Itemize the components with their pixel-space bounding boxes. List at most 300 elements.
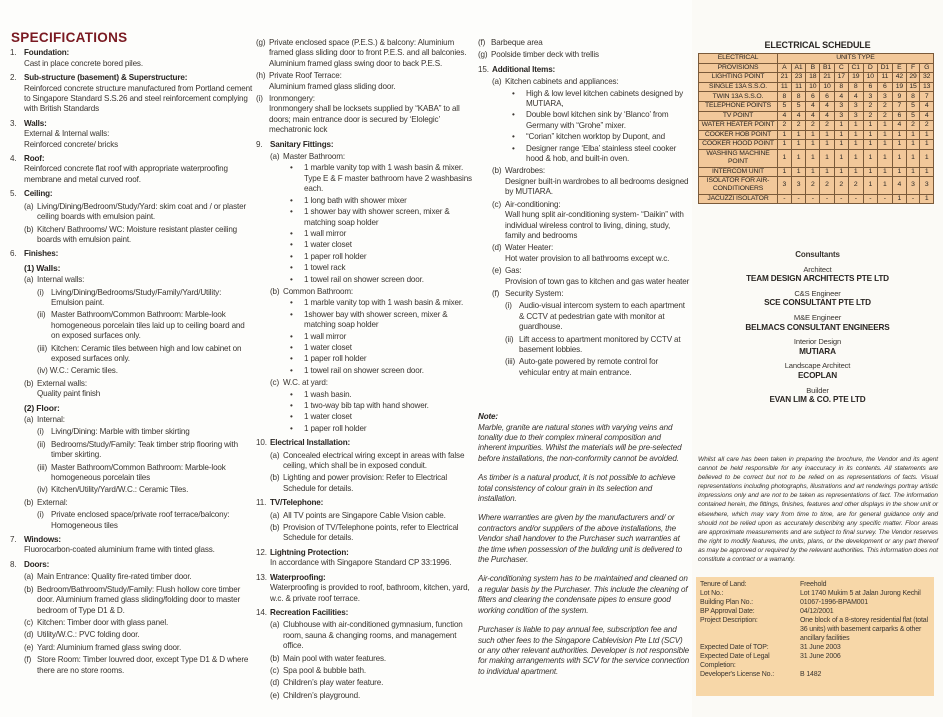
item-text: Kitchen/ Bathrooms/ WC: Moisture resistant plaster ceiling boards with emulsion paint. xyxy=(37,224,238,244)
section-number: 2. xyxy=(10,73,17,83)
bullet-item xyxy=(290,240,474,250)
item-text: Common Bathroom: xyxy=(283,286,354,296)
item-marker: (a) xyxy=(270,620,280,630)
item-text: Air-conditioning: xyxy=(505,199,561,209)
table-cell: 3 xyxy=(834,101,848,111)
sub-item xyxy=(24,225,255,246)
section-text: Reinforced concrete/ bricks xyxy=(24,139,119,149)
unit-type-header: C xyxy=(834,63,848,73)
table-cell: 2 xyxy=(863,111,877,121)
item-text: External walls: xyxy=(37,378,87,388)
table-cell: 1 xyxy=(877,140,892,150)
sub-item xyxy=(270,287,474,297)
item-text: Ironmongery shall be locksets supplied by “KABA” to all doors; main entrance door is secured by ‘Elolegic’ mechatronic lock xyxy=(269,104,460,135)
spec-foundation xyxy=(10,48,255,69)
bullet-item xyxy=(290,310,474,331)
note-heading: Note: xyxy=(478,412,498,422)
table-cell: 2 xyxy=(920,121,934,131)
table-cell: 4 xyxy=(820,101,835,111)
sub-item xyxy=(270,666,474,676)
table-cell: 21 xyxy=(778,73,792,83)
item-text: Living/Dining/Bedroom/Study/Yard: skim coat and / or plaster ceiling boards with emulsion paint. xyxy=(37,201,247,222)
bullet-icon: • xyxy=(290,207,293,217)
table-cell: 1 xyxy=(791,140,806,150)
table-cell: 1 xyxy=(920,194,934,204)
sub-item xyxy=(505,301,690,332)
table-cell: 1 xyxy=(920,167,934,177)
table-cell: 9 xyxy=(893,92,907,102)
section-number: 4. xyxy=(10,154,17,164)
table-cell: 2 xyxy=(806,121,820,131)
item-marker: (f) xyxy=(24,655,32,665)
sub-item xyxy=(492,200,690,242)
subsection-heading: (1) Walls: xyxy=(24,262,61,273)
unit-type-header: D1 xyxy=(877,63,892,73)
unit-type-header: A1 xyxy=(791,63,806,73)
table-cell: 1 xyxy=(820,130,835,140)
table-cell: 42 xyxy=(893,73,907,83)
bullet-text: 1 water closet xyxy=(304,412,352,422)
bullet-icon: • xyxy=(290,251,293,261)
sub-item xyxy=(24,643,255,653)
table-cell: 1 xyxy=(834,130,848,140)
item-text: All TV points are Singapore Cable Vision cable. xyxy=(283,510,446,520)
bullet-item xyxy=(290,163,474,194)
sub-item xyxy=(37,288,255,309)
sub-item xyxy=(492,77,690,87)
header-cell: UNITS TYPE xyxy=(778,54,934,64)
section-heading: Sanitary Fittings: xyxy=(270,139,334,149)
bullet-text: 1 towel rail on shower screen door. xyxy=(304,365,424,375)
table-cell: 4 xyxy=(920,111,934,121)
table-row xyxy=(699,92,934,102)
spec-doors xyxy=(10,560,255,676)
sub-item xyxy=(24,379,255,400)
bullet-text: High & low level kitchen cabinets designed by MUTIARA, xyxy=(526,88,684,109)
table-cell: 10 xyxy=(806,82,820,92)
table-cell: 3 xyxy=(778,177,792,195)
table-cell: 1 xyxy=(893,140,907,150)
bullet-text: 1 paper roll holder xyxy=(304,354,367,364)
bullet-icon: • xyxy=(512,88,515,98)
table-cell: 18 xyxy=(806,73,820,83)
table-row xyxy=(699,167,934,177)
bullet-icon: • xyxy=(290,401,293,410)
table-cell: 1 xyxy=(834,140,848,150)
table-cell: 1 xyxy=(778,130,792,140)
bullet-text: 1 shower bay with shower screen, mixer & matching soap holder xyxy=(304,207,450,227)
table-cell: 1 xyxy=(906,140,920,150)
section-heading: TV/Telephone: xyxy=(270,498,324,508)
table-cell: 2 xyxy=(806,177,820,195)
bullet-item xyxy=(290,263,474,273)
info-value: 04/12/2001 xyxy=(800,608,834,615)
spec-tv-telephone xyxy=(256,498,474,544)
consultant-firm: TEAM DESIGN ARCHITECTS PTE LTD xyxy=(746,274,889,284)
unit-type-header: C1 xyxy=(848,63,863,73)
info-label: Expected Date of TOP: xyxy=(700,644,769,651)
row-label: TELEPHONE POINTS xyxy=(699,101,778,111)
item-marker: (g) xyxy=(478,50,488,60)
section-number: 15. xyxy=(478,64,489,74)
table-cell: - xyxy=(778,194,792,204)
item-marker: (b) xyxy=(24,378,34,388)
unit-type-header: D xyxy=(863,63,877,73)
info-row xyxy=(700,670,930,679)
table-cell: 2 xyxy=(906,121,920,131)
table-cell: 1 xyxy=(848,130,863,140)
bullet-item xyxy=(290,354,474,364)
table-cell: 4 xyxy=(893,177,907,195)
unit-type-header: F xyxy=(906,63,920,73)
table-cell: 3 xyxy=(863,92,877,102)
table-cell: 21 xyxy=(820,73,835,83)
info-row xyxy=(700,589,930,598)
info-value: Freehold xyxy=(800,581,827,588)
bullet-item xyxy=(290,401,474,411)
sub-item xyxy=(270,654,474,664)
table-cell: 3 xyxy=(834,111,848,121)
bullet-text: 1 towel rack xyxy=(304,263,346,273)
section-number: 1. xyxy=(10,48,17,58)
unit-type-header: A xyxy=(778,63,792,73)
item-text: Children’s play water feature. xyxy=(283,678,384,688)
table-cell: 1 xyxy=(778,140,792,150)
item-text: Internal walls: xyxy=(37,275,85,285)
item-marker: (f) xyxy=(478,38,486,47)
spec-recreation xyxy=(256,608,474,701)
item-text: Kitchen: Timber door with glass panel. xyxy=(37,617,169,627)
item-marker: (b) xyxy=(492,166,502,176)
table-cell: 1 xyxy=(877,121,892,131)
bullet-text: 1 wall mirror xyxy=(304,228,347,238)
table-cell: 2 xyxy=(877,111,892,121)
table-cell: 2 xyxy=(791,121,806,131)
table-row xyxy=(699,101,934,111)
bullet-icon: • xyxy=(290,228,293,238)
row-label: JACUZZI ISOLATOR xyxy=(699,194,778,204)
section-heading: Electrical Installation: xyxy=(270,438,351,448)
item-text: Spa pool & bubble bath. xyxy=(283,665,366,675)
item-text: Ironmongery: xyxy=(269,94,315,104)
bullet-item xyxy=(290,390,474,400)
item-text: Quality paint finish xyxy=(37,389,101,399)
table-cell: 1 xyxy=(820,140,835,150)
table-cell: - xyxy=(834,194,848,204)
table-cell: 6 xyxy=(877,82,892,92)
bullet-text: 1 paper roll holder xyxy=(304,423,367,433)
item-text: Master Bathroom: xyxy=(283,152,345,162)
item-text: W.C. at yard: xyxy=(283,378,328,388)
info-row xyxy=(700,643,930,652)
consultant-role: M&E Engineer xyxy=(793,312,842,322)
bullet-text: 1 paper roll holder xyxy=(304,251,367,261)
section-heading: Foundation: xyxy=(24,48,70,58)
sub-item xyxy=(37,463,255,484)
table-cell: 8 xyxy=(906,92,920,102)
sub-item xyxy=(505,357,690,378)
table-cell: 4 xyxy=(893,121,907,131)
section-heading: Walls: xyxy=(24,118,47,128)
table-cell: 7 xyxy=(920,92,934,102)
table-cell: - xyxy=(820,194,835,204)
table-cell: 1 xyxy=(806,140,820,150)
item-marker: (i) xyxy=(37,510,44,520)
item-marker: (a) xyxy=(24,275,34,285)
bullet-item xyxy=(290,332,474,342)
bullet-item xyxy=(512,144,690,165)
table-cell: 1 xyxy=(863,140,877,150)
table-cell: 1 xyxy=(893,130,907,140)
info-value: 31 June 2003 xyxy=(800,644,841,651)
table-cell: - xyxy=(791,194,806,204)
electrical-schedule-title: ELECTRICAL SCHEDULE xyxy=(764,40,871,50)
bullet-text: Designer range ‘Elba’ stainless steel cooker hood & hob, and built-in oven. xyxy=(526,143,677,164)
note-block xyxy=(478,412,690,677)
consultant-role: Builder xyxy=(806,385,829,395)
note-paragraph: Marble, granite are natural stones with varying veins and tonality due to their complex mineral composition and inherent impurities. Whilst the materials will be pre-selected before installations, the non-conformity cannot be avoided. xyxy=(478,422,682,463)
sub-item xyxy=(24,415,255,425)
section-number: 10. xyxy=(256,438,267,448)
page-title: SPECIFICATIONS xyxy=(11,30,128,45)
table-row xyxy=(699,194,934,204)
info-value: 01067-1996-BPAM001 xyxy=(800,599,868,606)
table-cell: 1 xyxy=(834,167,848,177)
bullet-list xyxy=(270,163,474,284)
unit-type-header: B xyxy=(806,63,820,73)
item-text: Master Bathroom/Common Bathroom: Marble-look homogeneous porcelain tiles laid up to ceiling board and on exposed surfaces only. xyxy=(51,310,245,341)
item-marker: (c) xyxy=(270,378,279,388)
table-cell: 11 xyxy=(877,73,892,83)
sub-item xyxy=(478,38,690,48)
table-cell: - xyxy=(906,194,920,204)
item-marker: (e) xyxy=(492,266,502,276)
table-cell: 1 xyxy=(863,177,877,195)
row-label: TV POINT xyxy=(699,111,778,121)
table-cell: 1 xyxy=(906,130,920,140)
table-cell: - xyxy=(806,194,820,204)
table-cell: 8 xyxy=(791,92,806,102)
sub-item xyxy=(24,585,255,616)
bullet-text: 1 marble vanity top with 1 wash basin & mixer. xyxy=(304,298,464,308)
info-value: Lot 1740 Mukim 5 at Jalan Jurong Kechil xyxy=(800,590,921,597)
item-marker: (i) xyxy=(37,287,44,297)
table-header-row xyxy=(699,63,934,73)
item-text: Clubhouse with air-conditioned gymnasium, function room, sauna & changing rooms, and management office. xyxy=(283,620,463,651)
table-cell: 7 xyxy=(893,101,907,111)
item-text: Lift access to apartment monitored by CCTV at basement lobbies. xyxy=(519,334,681,354)
table-row xyxy=(699,73,934,83)
sub-item xyxy=(24,498,255,508)
section-heading: Waterproofing: xyxy=(270,572,326,582)
sidebar-panel xyxy=(692,0,943,717)
bullet-icon: • xyxy=(290,365,293,375)
subsection-heading: (2) Floor: xyxy=(24,402,60,413)
bullet-text: 1 towel rail on shower screen door. xyxy=(304,274,424,284)
table-cell: 3 xyxy=(920,177,934,195)
section-text: Reinforced concrete flat roof with appropriate waterproofing membrane and metal curved roof. xyxy=(24,164,228,184)
item-text: Audio-visual intercom system to each apartment & CCTV at pedestrian gate with monitor at guardhouse. xyxy=(519,301,685,332)
item-text: Main Entrance: Quality fire-rated timber door. xyxy=(37,572,192,582)
specifications-column-1 xyxy=(10,30,255,676)
item-text: Master Bathroom/Common Bathroom: Marble-look homogeneous porcelain tiles xyxy=(51,462,226,483)
table-cell: 1 xyxy=(863,121,877,131)
info-row xyxy=(700,607,930,616)
item-marker: (a) xyxy=(24,415,34,424)
info-label: Developer's License No.: xyxy=(700,671,774,678)
item-text: Bedroom/Bathroom/Study/Family: Flush hollow core timber door. Aluminium framed glass sliding/folding door to master bedroom of Type D1 & D. xyxy=(37,584,241,615)
table-cell: 1 xyxy=(920,140,934,150)
table-cell: 1 xyxy=(863,167,877,177)
sub-item xyxy=(256,38,474,69)
table-cell: - xyxy=(877,194,892,204)
bullet-icon: • xyxy=(290,263,293,273)
item-marker: (a) xyxy=(270,510,280,520)
section-heading: Sub-structure (basement) & Superstructure: xyxy=(24,73,188,83)
section-text: External & Internal walls: xyxy=(24,129,110,139)
table-cell: 3 xyxy=(906,177,920,195)
bullet-item xyxy=(512,89,690,110)
item-text: Living/Dining: Marble with timber skirting xyxy=(51,427,190,437)
table-cell: 5 xyxy=(791,101,806,111)
spec-finishes xyxy=(10,249,255,531)
bullet-icon: • xyxy=(290,298,293,308)
table-cell: 1 xyxy=(906,167,920,177)
consultant-role: Landscape Architect xyxy=(784,361,851,371)
spec-electrical xyxy=(256,438,474,494)
info-row xyxy=(700,652,930,670)
section-heading: Roof: xyxy=(24,154,45,164)
bullet-icon: • xyxy=(290,342,293,352)
bullet-list xyxy=(270,298,474,376)
table-cell: 13 xyxy=(920,82,934,92)
bullet-text: 1 water closet xyxy=(304,240,352,250)
sub-item xyxy=(492,243,690,264)
info-value: One block of a 8-storey residential flat (total 36 units) with basement carparks & other ancillary facilities xyxy=(800,617,928,642)
section-heading: Recreation Facilities: xyxy=(270,607,349,617)
item-marker: (iii) xyxy=(505,357,516,367)
item-marker: (g) xyxy=(256,38,266,47)
unit-type-header: E xyxy=(893,63,907,73)
item-text: Provision of TV/Telephone points, refer to Electrical Schedule for details. xyxy=(283,523,459,543)
section-heading: Finishes: xyxy=(24,249,59,259)
header-cell: ELECTRICAL xyxy=(699,54,778,64)
sub-item xyxy=(270,451,474,472)
specifications-column-2 xyxy=(256,36,474,701)
item-text: Water Heater: xyxy=(505,243,554,253)
table-cell: 32 xyxy=(920,73,934,83)
item-marker: (h) xyxy=(256,71,266,81)
item-text: Private Roof Terrace: xyxy=(269,71,342,81)
bullet-item xyxy=(290,207,474,228)
sub-item xyxy=(492,289,690,299)
sub-item xyxy=(270,678,474,688)
table-cell: 6 xyxy=(893,111,907,121)
section-number: 7. xyxy=(10,535,17,545)
row-label: SINGLE 13A S.S.O. xyxy=(699,82,778,92)
table-cell: 1 xyxy=(877,130,892,140)
table-cell: 1 xyxy=(820,149,835,167)
sub-item xyxy=(256,94,474,136)
table-cell: 2 xyxy=(834,177,848,195)
table-cell: 1 xyxy=(848,121,863,131)
sub-item xyxy=(270,511,474,521)
table-cell: 4 xyxy=(848,92,863,102)
section-number: 5. xyxy=(10,189,17,199)
consultant-firm: ECOPLAN xyxy=(798,370,837,380)
bullet-item xyxy=(290,275,474,285)
item-marker: (d) xyxy=(24,630,34,640)
table-cell: 1 xyxy=(834,121,848,131)
table-cell: 8 xyxy=(848,82,863,92)
sub-item xyxy=(37,344,255,365)
item-text: Auto-gate powered by remote control for vehicular entry at main entrance. xyxy=(519,357,659,377)
info-label: BP Approval Date: xyxy=(700,608,755,615)
sub-item xyxy=(24,202,255,223)
table-cell: 1 xyxy=(906,149,920,167)
bullet-text: Double bowl kitchen sink by ‘Blanco’ from Germany with “Grohe” mixer. xyxy=(526,110,669,130)
table-cell: 10 xyxy=(863,73,877,83)
note-paragraph: Where warranties are given by the manufacturers and/ or contractors and/or suppliers of the above installations, the Vendor shall handover to the Purchaser such warranties at the time when possession of the building unit is delivered to the Purchaser. xyxy=(478,513,683,565)
item-text: Designer built-in wardrobes to all bedrooms designed by MUTIARA. xyxy=(505,176,689,197)
bullet-text: “Corian” kitchen worktop by Dupont, and xyxy=(526,132,666,142)
section-heading: Windows: xyxy=(24,535,61,545)
table-row xyxy=(699,177,934,195)
sub-item xyxy=(270,378,474,388)
item-marker: (c) xyxy=(270,665,279,675)
bullet-item xyxy=(290,424,474,434)
section-number: 6. xyxy=(10,249,17,259)
item-text: Bedrooms/Study/Family: Teak timber strip flooring with timber skirting. xyxy=(51,439,238,460)
table-cell: 4 xyxy=(778,111,792,121)
note-paragraph: Air-conditioning system has to be maintained and cleaned on a regular basis by the Purchaser. This include the cleaning of filters and clearing the condensate pipes to ensure good working condition of the system. xyxy=(478,574,688,615)
item-text: Main pool with water features. xyxy=(283,653,387,663)
sub-item xyxy=(37,510,255,531)
item-marker: (b) xyxy=(270,523,280,533)
item-text: Security System: xyxy=(505,288,564,298)
item-text: Internal: xyxy=(37,415,65,424)
sub-item xyxy=(37,366,255,376)
sub-item xyxy=(24,275,255,285)
info-row xyxy=(700,580,930,589)
item-text: Poolside timber deck with trellis xyxy=(491,50,599,60)
consultants-block xyxy=(692,250,943,410)
table-cell: 4 xyxy=(920,101,934,111)
section-number: 8. xyxy=(10,559,17,569)
note-paragraph: As timber is a natural product, it is not possible to achieve total consistency of colour grain in its selection and installation. xyxy=(478,473,676,504)
sub-item xyxy=(37,310,255,341)
spec-ceiling xyxy=(10,189,255,245)
table-cell: 5 xyxy=(906,101,920,111)
section-heading: Lightning Protection: xyxy=(270,547,349,557)
table-row xyxy=(699,121,934,131)
info-row xyxy=(700,616,930,643)
item-marker: (b) xyxy=(270,286,280,296)
bullet-icon: • xyxy=(290,309,293,319)
info-label: Project Description: xyxy=(700,617,758,624)
header-cell: PROVISIONS xyxy=(699,63,778,73)
table-cell: 4 xyxy=(806,101,820,111)
note-paragraph: Purchaser is liable to pay annual fee, subscription fee and such other fees to the Singapore Cablevision Pte Ltd (SCV) or any other relevant authorities. Developer is not responsible for making arrangements with SCV for the service connection to individual apartment. xyxy=(478,625,690,676)
section-number: 11. xyxy=(256,498,267,508)
spec-lightning xyxy=(256,548,474,569)
row-label: INTERCOM UNIT xyxy=(699,167,778,177)
item-text: External: xyxy=(37,497,68,507)
bullet-icon: • xyxy=(290,423,293,433)
item-marker: (ii) xyxy=(37,439,46,449)
item-text: Children’s playground. xyxy=(283,690,361,700)
sub-item xyxy=(256,71,474,92)
